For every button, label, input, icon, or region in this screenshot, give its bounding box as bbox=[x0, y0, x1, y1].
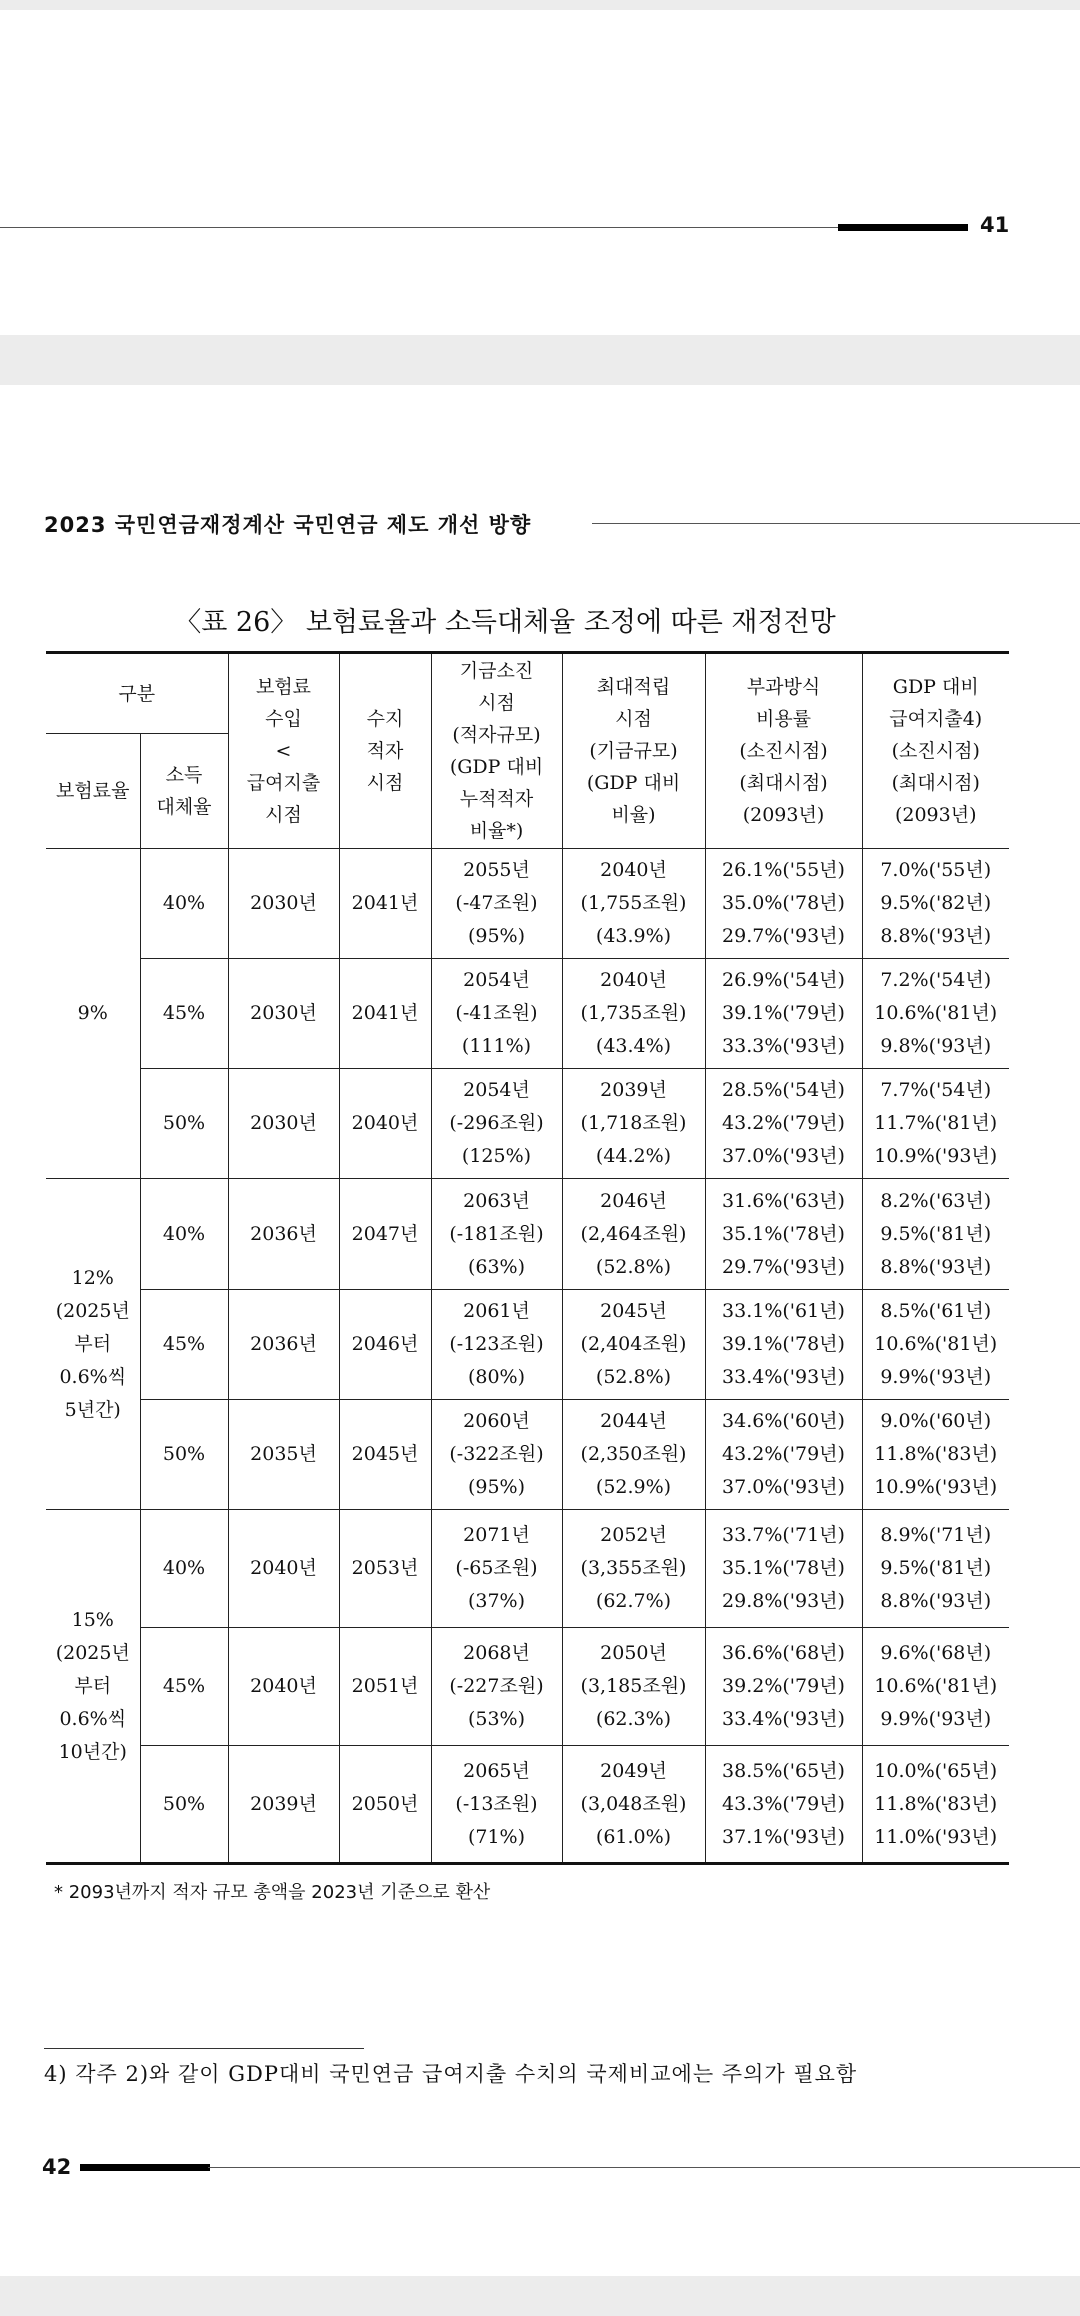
header-depletion: 기금소진 시점 (적자규모) (GDP 대비 누적적자 비율*) bbox=[431, 653, 562, 849]
payg-rate-cell: 26.1%('55년) 35.0%('78년) 29.7%('93년) bbox=[705, 849, 862, 959]
replacement-rate-cell: 50% bbox=[140, 1069, 228, 1179]
replacement-rate-cell: 45% bbox=[140, 1628, 228, 1746]
table-row bbox=[46, 1510, 1009, 1628]
replacement-rate-cell: 50% bbox=[140, 1746, 228, 1864]
page-top-edge bbox=[0, 0, 1080, 10]
gdp-expense-cell: 7.7%('54년) 11.7%('81년) 10.9%('93년) bbox=[862, 1069, 1009, 1179]
depletion-cell: 2055년 (-47조원) (95%) bbox=[431, 849, 562, 959]
deficit-year-cell: 2047년 bbox=[339, 1179, 431, 1290]
replacement-rate-cell: 45% bbox=[140, 1290, 228, 1400]
header-payg-rate: 부과방식 비용률 (소진시점) (최대시점) (2093년) bbox=[705, 653, 862, 849]
income-lt-expense-cell: 2039년 bbox=[228, 1746, 339, 1864]
table-row bbox=[46, 1746, 1009, 1864]
page-number-42: 42 bbox=[42, 2155, 72, 2179]
income-lt-expense-cell: 2040년 bbox=[228, 1628, 339, 1746]
replacement-rate-cell: 40% bbox=[140, 1510, 228, 1628]
deficit-year-cell: 2041년 bbox=[339, 959, 431, 1069]
header-income-lt-expense: 보험료 수입 < 급여지출 시점 bbox=[228, 653, 339, 849]
income-lt-expense-cell: 2030년 bbox=[228, 1069, 339, 1179]
max-fund-cell: 2046년 (2,464조원) (52.8%) bbox=[562, 1179, 705, 1290]
max-fund-cell: 2045년 (2,404조원) (52.8%) bbox=[562, 1290, 705, 1400]
running-header: 2023 국민연금재정계산 국민연금 제도 개선 방향 bbox=[44, 513, 532, 537]
gdp-expense-cell: 8.9%('71년) 9.5%('81년) 8.8%('93년) bbox=[862, 1510, 1009, 1628]
table-row bbox=[46, 849, 1009, 959]
header-deficit: 수지 적자 시점 bbox=[339, 653, 431, 849]
replacement-rate-cell: 40% bbox=[140, 1179, 228, 1290]
deficit-year-cell: 2051년 bbox=[339, 1628, 431, 1746]
payg-rate-cell: 33.7%('71년) 35.1%('78년) 29.8%('93년) bbox=[705, 1510, 862, 1628]
deficit-year-cell: 2046년 bbox=[339, 1290, 431, 1400]
page-number-41: 41 bbox=[980, 213, 1010, 237]
page-41-thick-bar bbox=[838, 224, 968, 231]
gdp-expense-cell: 9.6%('68년) 10.6%('81년) 9.9%('93년) bbox=[862, 1628, 1009, 1746]
depletion-cell: 2054년 (-41조원) (111%) bbox=[431, 959, 562, 1069]
income-lt-expense-cell: 2035년 bbox=[228, 1400, 339, 1510]
page-gap bbox=[0, 335, 1080, 385]
page-42-thick-bar bbox=[80, 2164, 210, 2171]
header-gdp-expense: GDP 대비 급여지출4) (소진시점) (최대시점) (2093년) bbox=[862, 653, 1009, 849]
depletion-cell: 2060년 (-322조원) (95%) bbox=[431, 1400, 562, 1510]
replacement-rate-cell: 45% bbox=[140, 959, 228, 1069]
payg-rate-cell: 26.9%('54년) 39.1%('79년) 33.3%('93년) bbox=[705, 959, 862, 1069]
table-caption: 〈표 26〉 보험료율과 소득대체율 조정에 따른 재정전망 bbox=[174, 607, 836, 638]
header-replacement: 소득 대체율 bbox=[140, 734, 228, 849]
max-fund-cell: 2049년 (3,048조원) (61.0%) bbox=[562, 1746, 705, 1864]
gdp-expense-cell: 10.0%('65년) 11.8%('83년) 11.0%('93년) bbox=[862, 1746, 1009, 1864]
income-lt-expense-cell: 2036년 bbox=[228, 1179, 339, 1290]
deficit-year-cell: 2050년 bbox=[339, 1746, 431, 1864]
page-41-rule bbox=[0, 227, 840, 228]
payg-rate-cell: 34.6%('60년) 43.2%('79년) 37.0%('93년) bbox=[705, 1400, 862, 1510]
payg-rate-cell: 36.6%('68년) 39.2%('79년) 33.4%('93년) bbox=[705, 1628, 862, 1746]
rate-group-label: 12% (2025년 부터 0.6%씩 5년간) bbox=[46, 1179, 140, 1510]
deficit-year-cell: 2053년 bbox=[339, 1510, 431, 1628]
page-42-rule bbox=[208, 2167, 1080, 2168]
table-row bbox=[46, 1400, 1009, 1510]
table-note: * 2093년까지 적자 규모 총액을 2023년 기준으로 환산 bbox=[54, 1882, 491, 1903]
rate-group-label: 15% (2025년 부터 0.6%씩 10년간) bbox=[46, 1510, 140, 1864]
table-row bbox=[46, 1290, 1009, 1400]
replacement-rate-cell: 50% bbox=[140, 1400, 228, 1510]
header-rule bbox=[592, 523, 1080, 524]
depletion-cell: 2063년 (-181조원) (63%) bbox=[431, 1179, 562, 1290]
header-group: 구분 bbox=[46, 653, 228, 734]
payg-rate-cell: 38.5%('65년) 43.3%('79년) 37.1%('93년) bbox=[705, 1746, 862, 1864]
table-row bbox=[46, 959, 1009, 1069]
income-lt-expense-cell: 2036년 bbox=[228, 1290, 339, 1400]
table-row bbox=[46, 1069, 1009, 1179]
income-lt-expense-cell: 2030년 bbox=[228, 959, 339, 1069]
depletion-cell: 2054년 (-296조원) (125%) bbox=[431, 1069, 562, 1179]
gdp-expense-cell: 8.2%('63년) 9.5%('81년) 8.8%('93년) bbox=[862, 1179, 1009, 1290]
income-lt-expense-cell: 2030년 bbox=[228, 849, 339, 959]
max-fund-cell: 2044년 (2,350조원) (52.9%) bbox=[562, 1400, 705, 1510]
page-bottom-edge bbox=[0, 2276, 1080, 2316]
header-rate: 보험료율 bbox=[46, 734, 140, 849]
depletion-cell: 2068년 (-227조원) (53%) bbox=[431, 1628, 562, 1746]
deficit-year-cell: 2040년 bbox=[339, 1069, 431, 1179]
income-lt-expense-cell: 2040년 bbox=[228, 1510, 339, 1628]
max-fund-cell: 2050년 (3,185조원) (62.3%) bbox=[562, 1628, 705, 1746]
depletion-cell: 2071년 (-65조원) (37%) bbox=[431, 1510, 562, 1628]
max-fund-cell: 2052년 (3,355조원) (62.7%) bbox=[562, 1510, 705, 1628]
payg-rate-cell: 33.1%('61년) 39.1%('78년) 33.4%('93년) bbox=[705, 1290, 862, 1400]
footnote-4: 4) 각주 2)와 같이 GDP대비 국민연금 급여지출 수치의 국제비교에는 주의가 필요함 bbox=[44, 2062, 858, 2086]
deficit-year-cell: 2045년 bbox=[339, 1400, 431, 1510]
rate-group-label: 9% bbox=[46, 849, 140, 1179]
table-row bbox=[46, 1628, 1009, 1746]
gdp-expense-cell: 8.5%('61년) 10.6%('81년) 9.9%('93년) bbox=[862, 1290, 1009, 1400]
gdp-expense-cell: 9.0%('60년) 11.8%('83년) 10.9%('93년) bbox=[862, 1400, 1009, 1510]
footnote-separator bbox=[44, 2048, 364, 2049]
gdp-expense-cell: 7.2%('54년) 10.6%('81년) 9.8%('93년) bbox=[862, 959, 1009, 1069]
max-fund-cell: 2040년 (1,755조원) (43.9%) bbox=[562, 849, 705, 959]
depletion-cell: 2061년 (-123조원) (80%) bbox=[431, 1290, 562, 1400]
payg-rate-cell: 31.6%('63년) 35.1%('78년) 29.7%('93년) bbox=[705, 1179, 862, 1290]
payg-rate-cell: 28.5%('54년) 43.2%('79년) 37.0%('93년) bbox=[705, 1069, 862, 1179]
deficit-year-cell: 2041년 bbox=[339, 849, 431, 959]
data-table bbox=[46, 651, 1009, 1865]
table-row bbox=[46, 1179, 1009, 1290]
gdp-expense-cell: 7.0%('55년) 9.5%('82년) 8.8%('93년) bbox=[862, 849, 1009, 959]
max-fund-cell: 2039년 (1,718조원) (44.2%) bbox=[562, 1069, 705, 1179]
replacement-rate-cell: 40% bbox=[140, 849, 228, 959]
header-max-fund: 최대적립 시점 (기금규모) (GDP 대비 비율) bbox=[562, 653, 705, 849]
max-fund-cell: 2040년 (1,735조원) (43.4%) bbox=[562, 959, 705, 1069]
depletion-cell: 2065년 (-13조원) (71%) bbox=[431, 1746, 562, 1864]
